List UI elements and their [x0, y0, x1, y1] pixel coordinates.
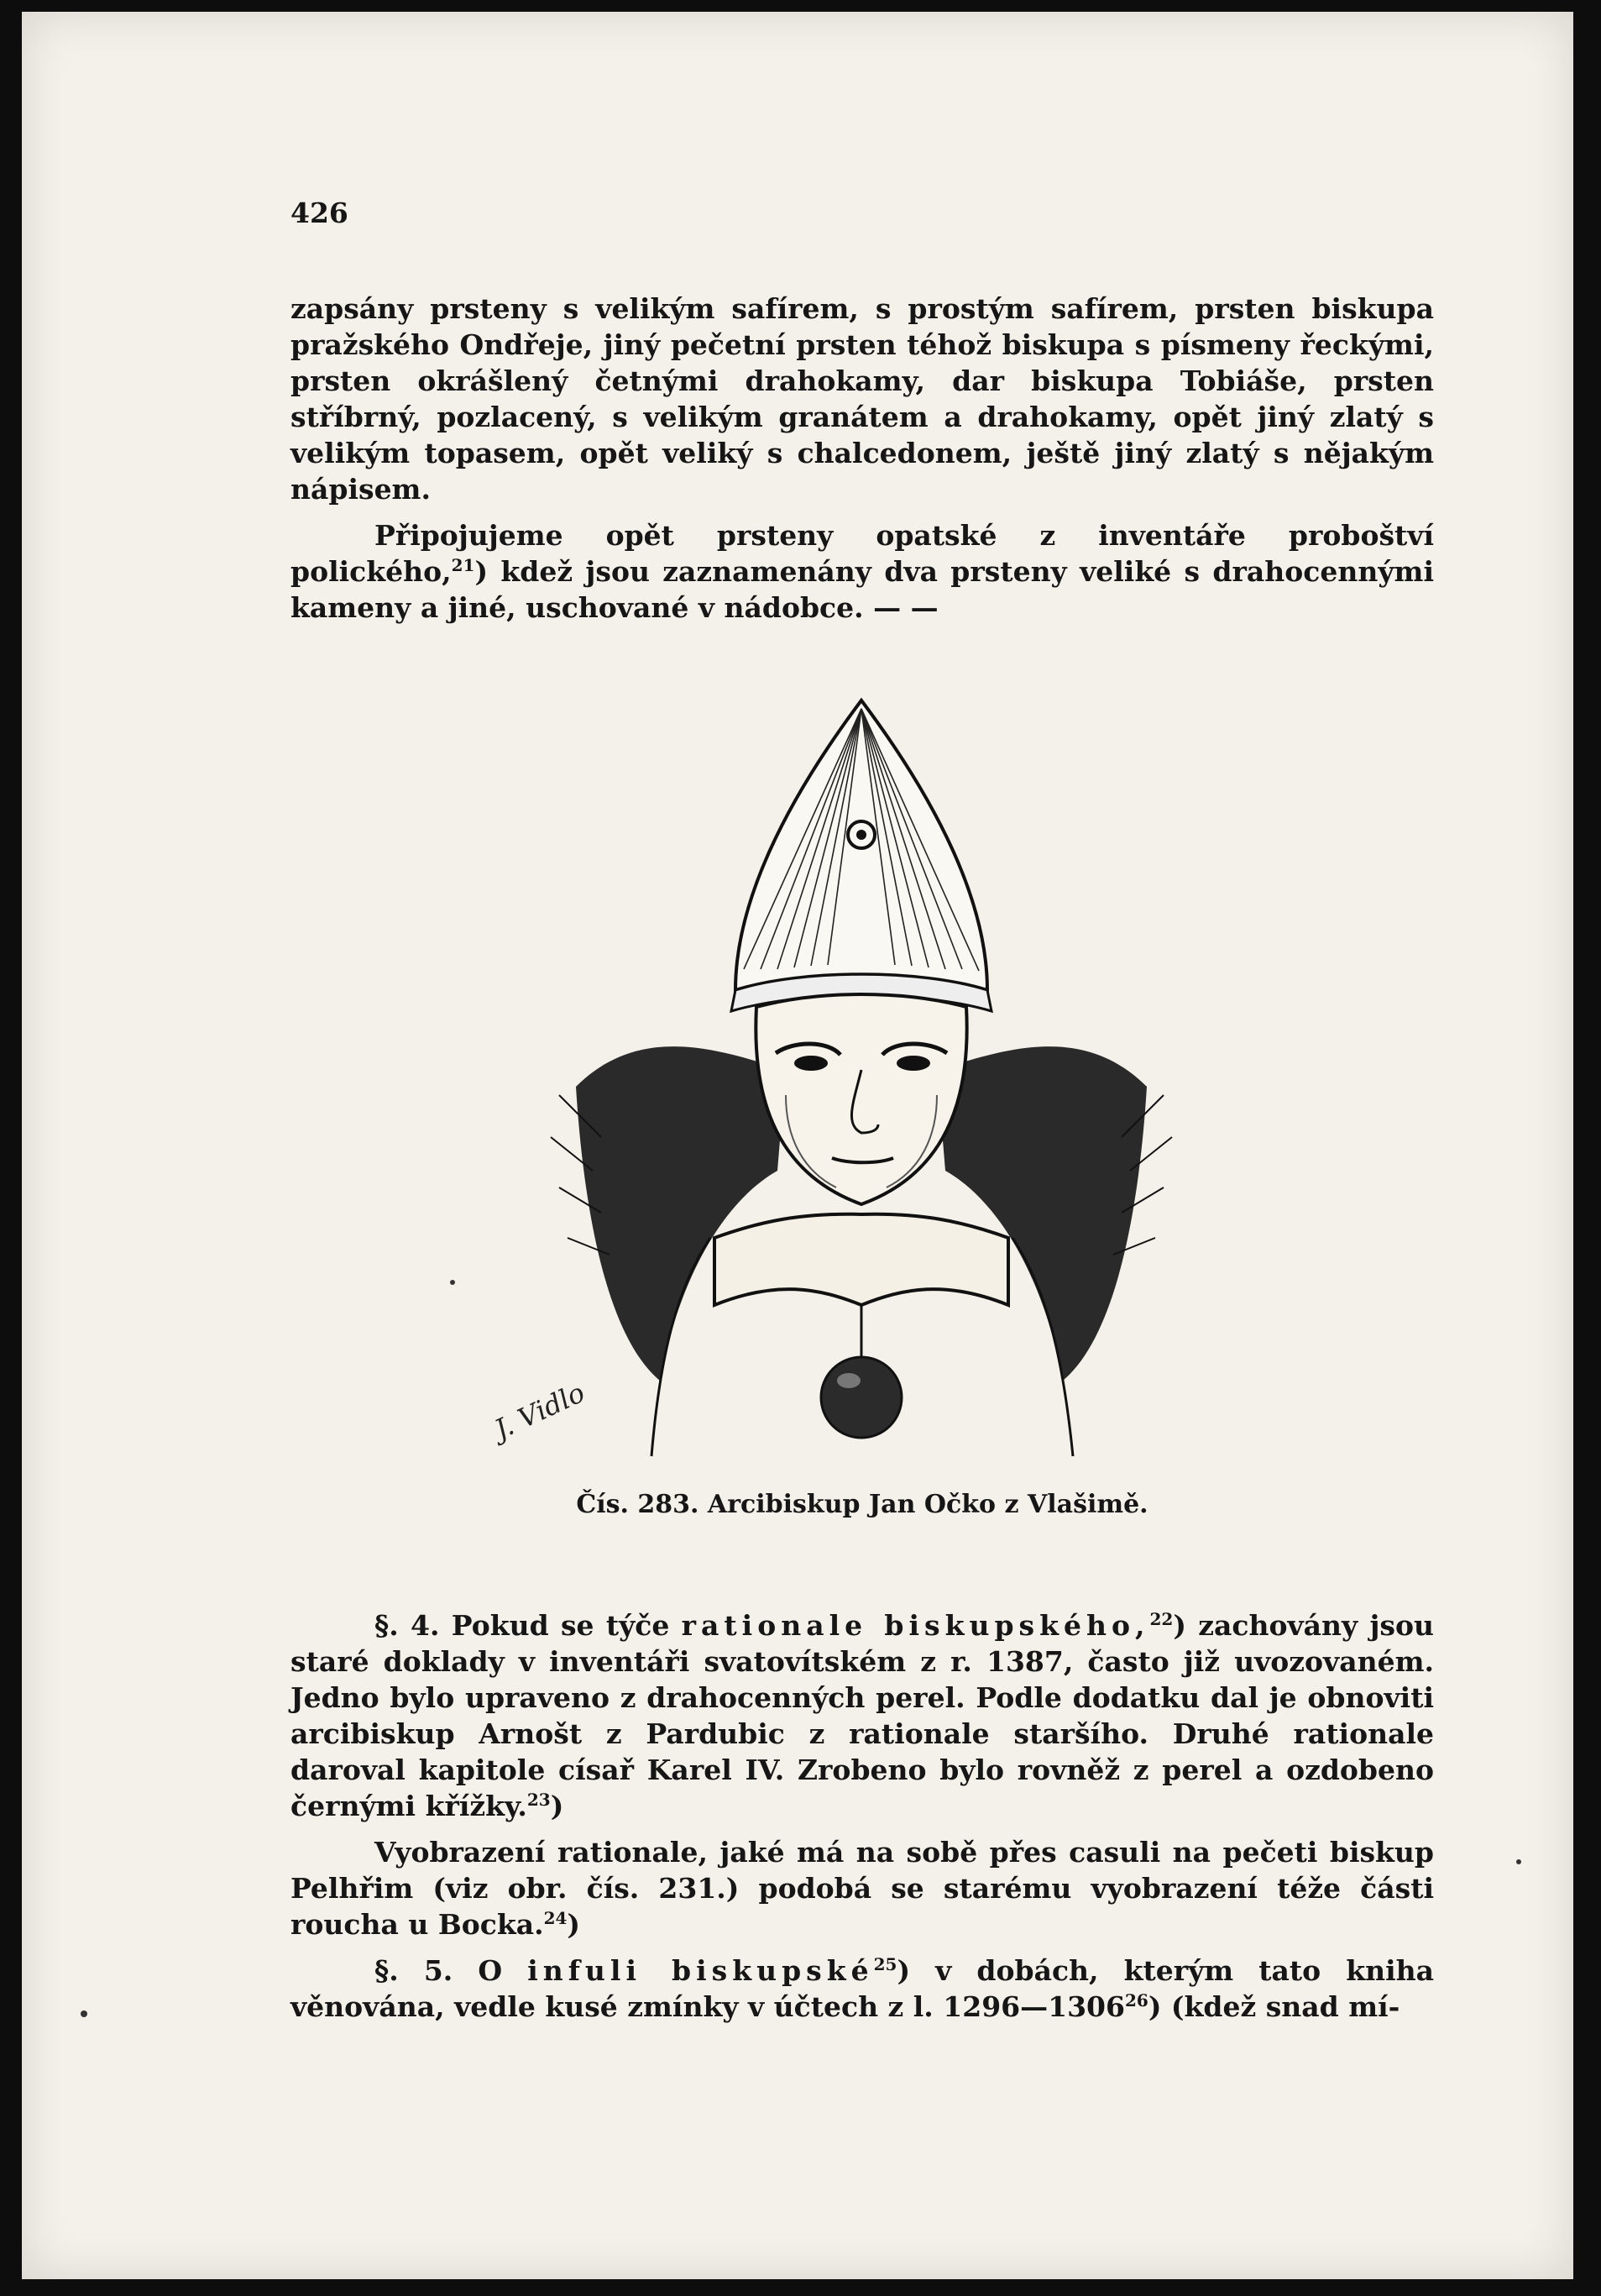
scan-speck — [81, 2010, 87, 2017]
scan-speck — [450, 1280, 455, 1285]
engraver-signature: J. Vidlo — [489, 1376, 590, 1446]
figure-caption: Čís. 283. Arcibiskup Jan Očko z Vlašimě. — [576, 1490, 1148, 1519]
page — [22, 12, 1573, 2279]
bishop-portrait — [489, 700, 1214, 1490]
scan-speck — [1516, 1859, 1521, 1864]
paragraph-rings: zapsány prsteny s velikým safírem, s prostým safírem, prsten biskupa pražského Ondřeje, jiný pečetní prsten téhož biskupa s písmeny řeckými, prsten okrášlený četnými drahokamy, dar biskupa Tobiáše, prsten stříbrný, pozlacený, s velikým granátem a drahokamy, opět jiný zlatý s velikým topasem, opět veliký s chalcedonem, ještě jiný zlatý s nějakým nápisem. — [290, 292, 1434, 506]
paragraph-mitre: §. 5. O infuli biskupské$^{25}$) v dobách, kterým tato kniha věnována, vedle kusé zmínky v účtech z l. 1296—1306$^{26}$) (kdež snad mí- — [290, 1954, 1434, 2023]
pectoral-medallion — [821, 1357, 902, 1438]
footnote-ref: 25 — [873, 1954, 897, 1974]
term-rationale: rationale biskupského, — [681, 1609, 1150, 1642]
paragraph-abbot-rings: Připojujeme opět prsteny opatské z inventáře proboštví polického,$^{21}$) kdež jsou zaznamenány dva prsteny veliké s drahocennými kameny a jiné, uschované v nádobce. — — — [290, 519, 1434, 624]
paragraph-depiction: Vyobrazení rationale, jaké má na sobě přes casuli na pečeti biskup Pelhřim (viz obr. čís. 231.) podobá se starému vyobrazení téže části roucha u Bocka.$^{24}$) — [290, 1836, 1434, 1941]
footnote-ref: 24 — [543, 1908, 568, 1928]
footnote-ref: 23 — [526, 1790, 551, 1810]
paragraph-rationale: §. 4. Pokud se týče rationale biskupského,$^{22}$) zachovány jsou staré doklady v inventáři svatovítském z r. 1387, často již uvozovaném. Jedno bylo upraveno z drahocenných perel. Podle dodatku dal je obnoviti arcibiskup Arnošt z Pardubic z rationale staršího. Druhé rationale daroval kapitole císař Karel IV. Zrobeno bylo rovněž z perel a ozdobeno černými křížky.$^{23}$) — [290, 1609, 1435, 1822]
term-infule: infuli biskupské — [527, 1954, 874, 1987]
mitre — [735, 700, 987, 990]
fur-cape — [576, 1046, 786, 1381]
collar — [714, 1214, 1008, 1305]
face — [756, 994, 966, 1204]
footnote-ref: 21 — [451, 555, 475, 575]
page-number: 426 — [290, 197, 348, 229]
footnote-ref: 26 — [1124, 1990, 1148, 2010]
bottom-text-block — [290, 1607, 1434, 2035]
footnote-ref: 22 — [1149, 1609, 1174, 1629]
top-text-block — [290, 291, 1434, 636]
